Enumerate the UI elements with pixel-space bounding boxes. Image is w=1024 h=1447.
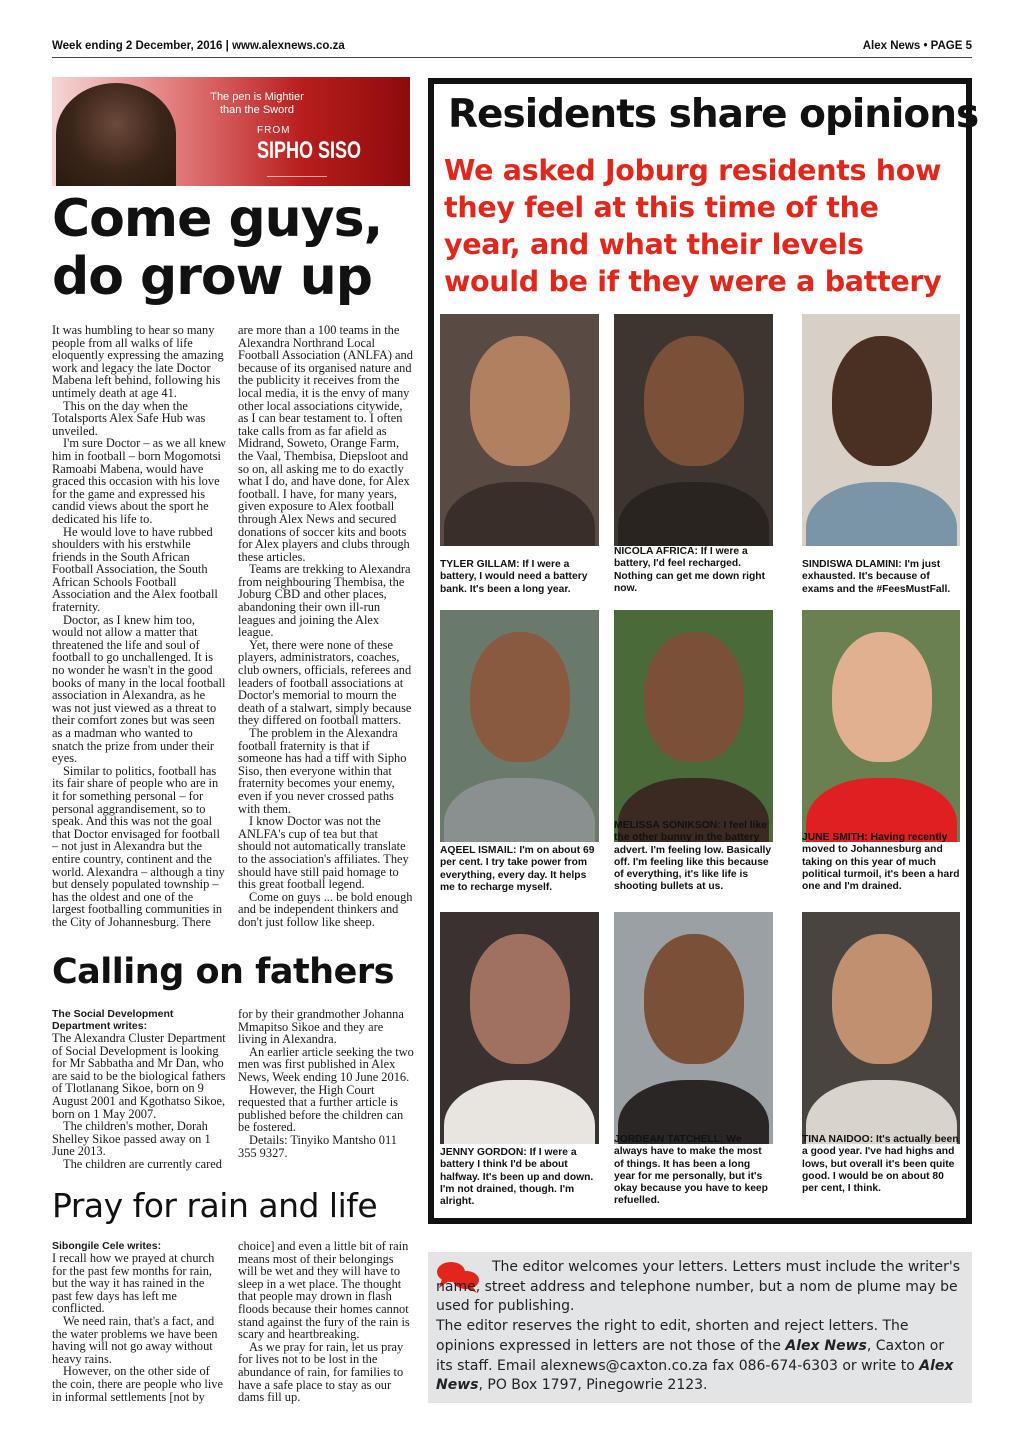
resident-caption: SINDISWA DLAMINI: I'm just exhausted. It's because of exams and the #FeesMustFall. [802,559,951,595]
resident-photo [614,912,773,1144]
panel-title: Residents share opinions [448,92,979,137]
columnist-portrait [56,83,176,186]
headline-line-1: Come guys, [52,189,383,249]
paragraph: The children are currently cared [63,1156,222,1171]
resident-caption: MELISSA SONIKSON: I feel like the other bunny in the battery advert. I'm feeling low. Basically off. I'm feeling like this because of everything, it's like life is shooting bullets at us. [614,820,772,893]
resident-photo [802,610,960,842]
paragraph: for by their grandmother Johanna Mmapitso Sikoe and they are living in Alexandra. [238,1007,404,1047]
columnist-tagline: The pen is Mightier than the Sword [210,91,304,116]
article3-column-2 [238,1240,414,1404]
resident-photo [440,314,599,546]
paragraph: As we pray for rain, let us pray for lives not to be lost in the abundance of rain, for families to have a safe place to stay as our dams fill up. [238,1339,404,1405]
paragraph: Come on guys ... be bold enough and be independent thinkers and don't just follow like sheep. [238,889,413,929]
signature-image [267,167,327,177]
letters-para-2: The editor reserves the right to edit, shorten and reject letters. The opinions expressed in letters are not those of the [436,1318,909,1354]
paragraph: This on the day when the Totalsports Alex Safe Hub was unveiled. [52,398,206,438]
resident-caption: NICOLA AFRICA: If I were a battery, I'd feel recharged. Nothing can get me down right now. [614,546,766,594]
paragraph: It was humbling to hear so many people from all walks of life eloquently expressing the amazing work and legacy the late Doctor Mabena left behind, following his untimely death at age 41. [52,323,224,400]
resident-caption: TYLER GILLAM: If I were a battery, I would need a battery bank. It's been a long year. [440,559,588,595]
paragraph: Details: Tinyiko Mantsho 011 355 9327. [238,1132,397,1160]
paragraph: An earlier article seeking the two men was first published in Alex News, Week ending 10 June 2016. [238,1044,414,1084]
letters-text [436,1258,964,1396]
article3-headline: Pray for rain and life [52,1186,378,1225]
resident-photo [802,912,960,1144]
article-column-2 [238,324,414,929]
opinions-panel [428,78,979,1224]
paragraph: Similar to politics, football has its fair share of people who are in it for something personal – for personal aggrandisement, so to speak. And this was not the goal that Doctor envisaged for football – not just in Alexandra but the entire country, continent and the world. Alexandra – although a tiny but densely populated township – has the oldest and one of the largest footballing communities in the City of Johannesburg. There [52,763,225,929]
paragraph: The children's mother, Dorah Shelley Sikoe passed away on 1 June 2013. [52,1119,211,1159]
paragraph: Doctor, as I knew him too, would not allow a matter that threatened the life and soul of football to go unchallenged. It is no wonder he wasn't in the good books of many in the local football association in Alexandra, as he was not just viewed as a threat to their comfort zones but was seen as a madman who wanted to snatch the prize from under their eyes. [52,612,226,766]
letters-para-2-end: , PO Box 1797, Pinegowrie 2123. [478,1377,708,1394]
resident-photo [440,912,599,1144]
resident-photo [802,314,960,546]
article-column-1 [52,324,227,929]
article2-headline: Calling on fathers [52,952,394,992]
article-headline [52,190,414,306]
paragraph: I'm sure Doctor – as we all knew him in football – born Mogomotsi Ramoabi Mabena, would have graced this occasion with his love for the game and expressed his candid views about the sport he dedicated his life to. [52,436,226,526]
header-rule [52,57,972,58]
resident-caption: JORDEAN TATCHELL: We always have to make the most of things. It has been a long year for me personally, but it's okay because you have to keep refuelled. [614,1134,768,1207]
paragraph: choice] and even a little bit of rain means most of their belongings will be wet and they will have to sleep in a wet place. The thought that people may drown in flash floods because their homes cannot stand against the fury of the rain is scary and heartbreaking. [238,1239,410,1342]
paragraph: However, the High Court requested that a further article is published before the children can be fostered. [238,1082,404,1135]
letters-para-2-mid: , Caxton or its staff. Email alexnews@caxton.co.za fax 086-674-6303 or write to [436,1337,945,1374]
brand-name: Alex News [785,1337,867,1354]
letters-info-box [428,1252,972,1403]
byline: The Social Development Department writes: [52,1008,174,1032]
paragraph: I know Doctor was not the ANLFA's cup of tea but that should not automatically translate to the association's affiliates. They should have still paid homage to this great football legend. [238,814,409,892]
paragraph: We need rain, that's a fact, and the water problems we have been having will not go away without heavy rains. [52,1313,218,1366]
brand-name: Alex News [436,1357,954,1394]
paragraph: However, on the other side of the coin, there are people who live in informal settlements [not by [52,1364,223,1404]
byline: Sibongile Cele writes: [52,1240,162,1252]
panel-subtitle: We asked Joburg residents how they feel at this time of the year, and what their levels would be if they were a battery [444,154,942,298]
resident-caption: TINA NAIDOO: It's actually been a good year. I've had highs and lows, but overall it's been quite good. I would be on about 80 per cent, I think. [802,1134,959,1195]
columnist-banner [52,77,410,186]
resident-photo [440,610,599,842]
paragraph: Teams are trekking to Alexandra from neighbouring Thembisa, the Joburg CBD and other places, abandoning their own ill-run leagues and joining the Alex league. [238,562,411,640]
article2-column-1 [52,1008,227,1171]
letters-para-1: The editor welcomes your letters. Letters must include the writer's name, street address and telephone number, but a nom de plume may be used for publishing. [436,1259,961,1315]
resident-caption: AQEEL ISMAIL: I'm on about 69 per cent. I try take power from everything, every day. It helps me to recharge myself. [440,845,595,893]
resident-photo [614,610,773,842]
paragraph: The Alexandra Cluster Department of Social Development is looking for Mr Sabbatha and Mr Dan, who are said to be the biological fathers of Tlotlanang Sikoe, born on 9 August 2001 and Kgothatso Sikoe, born on 1 May 2007. [52,1031,226,1121]
issue-date-url: Week ending 2 December, 2016 | www.alexnews.co.za [52,40,345,52]
article2-column-2 [238,1008,414,1159]
resident-caption: JUNE SMITH: Having recently moved to Johannesburg and taking on this year of much political turmoil, it's been a hard one and I'm drained. [802,832,960,893]
resident-photo [614,314,773,546]
paragraph: I recall how we prayed at church for the past few months for rain, but the way it has rained in the past few days has left me conflicted. [52,1251,215,1316]
page-number: Alex News • PAGE 5 [862,40,972,52]
paragraph: are more than a 100 teams in the Alexandra Northrand Local Football Association (ANLFA) and because of its organised nature and the publicity it receives from the local media, it is the envy of many other local associations citywide, as I can bear testament to. I often take calls from as far afield as Midrand, Soweto, Orange Farm, the Vaal, Thembisa, Diepsloot and so on, all asking me to do exactly what I do, and have done, for Alex football. I have, for many years, given exposure to Alex football through Alex News and secured donations of soccer kits and boots for Alex players and clubs through these articles. [238,323,413,564]
headline-line-2: do grow up [52,247,373,307]
paragraph: Yet, there were none of these players, administrators, coaches, club owners, officials, referees and leaders of football associations at Doctor's memorial to mourn the death of a stalwart, simply because they differed on football matters. [238,637,412,728]
columnist-name: SIPHO SISO [257,137,362,164]
columnist-from: FROM [257,125,291,136]
article3-column-1 [52,1240,227,1403]
resident-caption: JENNY GORDON: If I were a battery I think I'd be about halfway. It's been up and down. I'm not drained, though. I'm alright. [440,1147,594,1208]
paragraph: The problem in the Alexandra football fraternity is that if someone has had a tiff with Sipho Siso, then everyone within that fraternity becomes your enemy, even if you never crossed paths with them. [238,726,407,816]
page-header [52,40,972,58]
paragraph: He would love to have rubbed shoulders with his erstwhile friends in the South African Football Association, the South African Schools Football Association and the Alex football fraternity. [52,524,218,615]
